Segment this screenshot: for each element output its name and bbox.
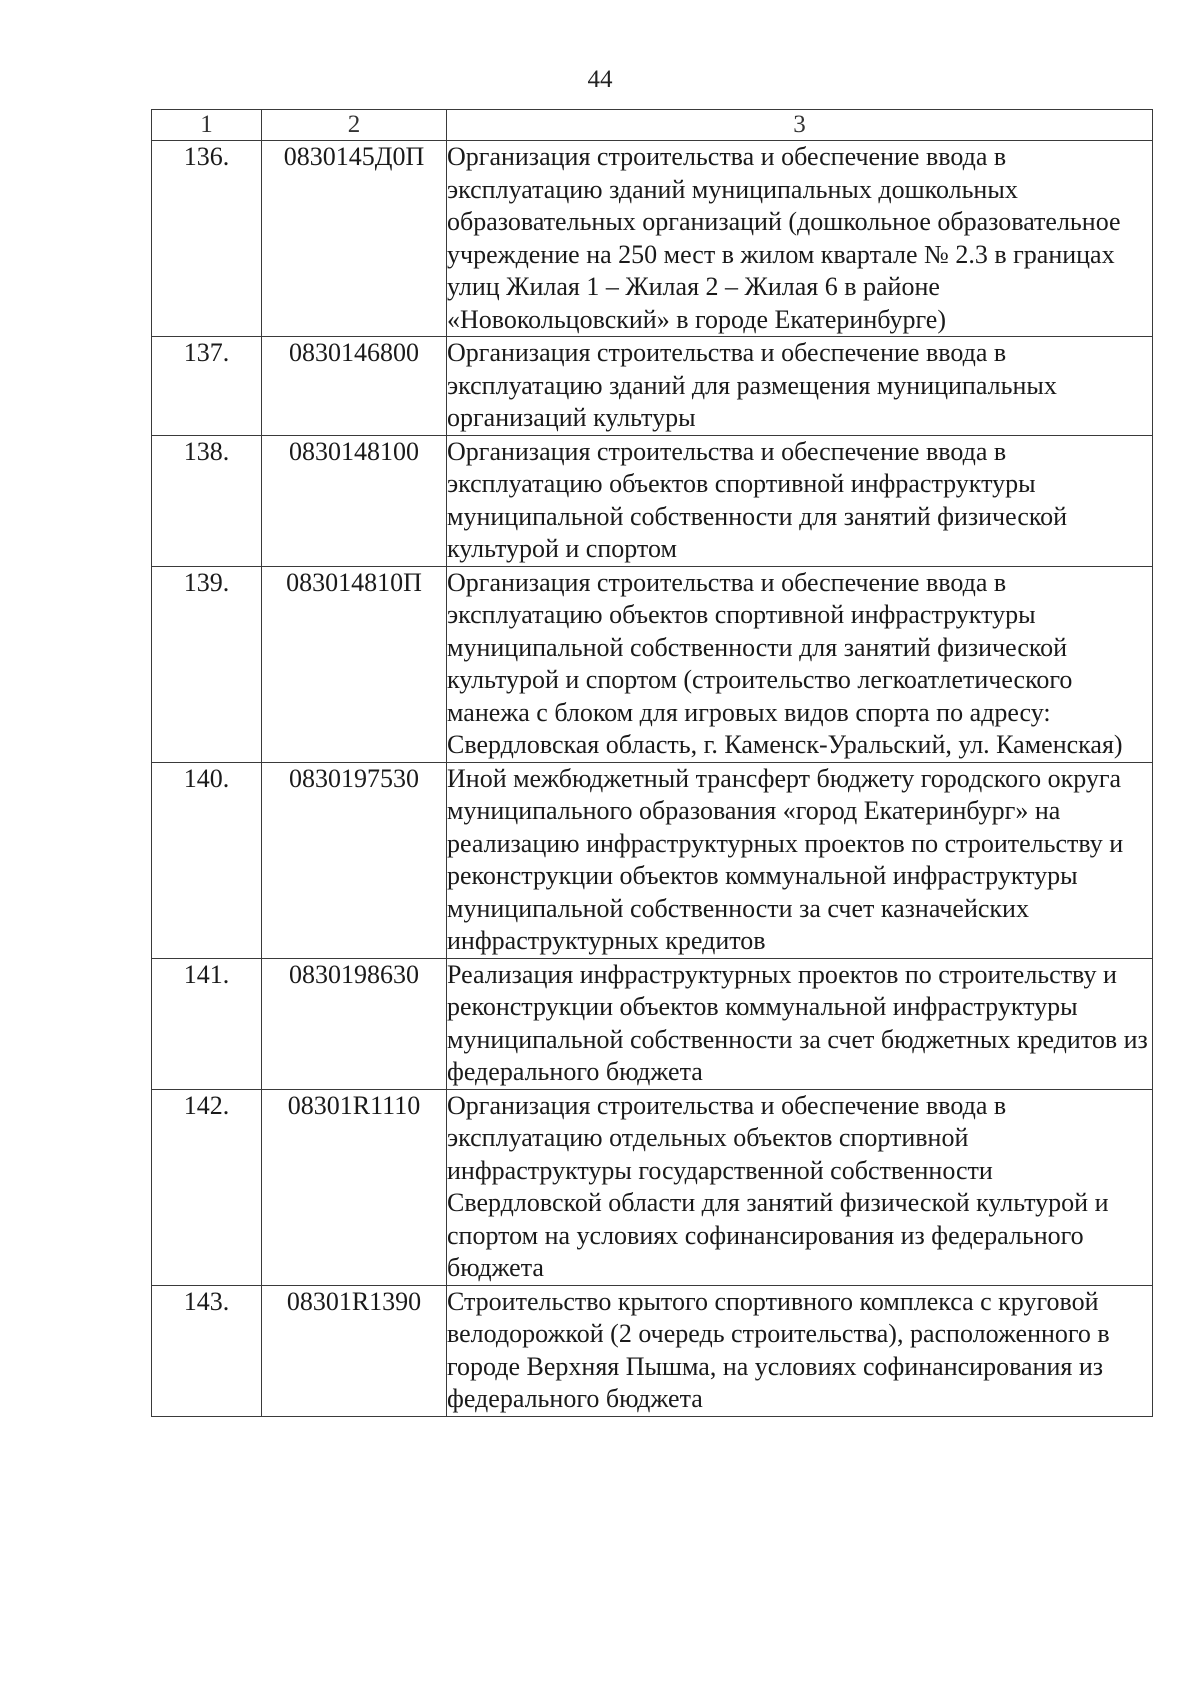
row-description: Иной межбюджетный трансферт бюджету городского округа муниципального образования «город Екатеринбург» на реализацию инфраструктурных проектов по строительству и реконструкции объектов коммунальной инфраструктуры муниципальной собственности за счет казначейских инфраструктурных кредитов [447, 762, 1153, 958]
row-code: 0830146800 [262, 337, 447, 436]
row-number: 136. [152, 141, 262, 337]
row-code: 083014810П [262, 566, 447, 762]
row-description: Организация строительства и обеспечение ввода в эксплуатацию отдельных объектов спортивной инфраструктуры государственной собственности Свердловской области для занятий физической культурой и спортом на условиях софинансирования из федерального бюджета [447, 1089, 1153, 1285]
row-description: Реализация инфраструктурных проектов по строительству и реконструкции объектов коммунальной инфраструктуры муниципальной собственности за счет бюджетных кредитов из федерального бюджета [447, 958, 1153, 1089]
table-row [152, 1089, 1153, 1285]
row-number: 141. [152, 958, 262, 1089]
row-code: 0830145Д0П [262, 141, 447, 337]
table-row [152, 566, 1153, 762]
row-code: 0830197530 [262, 762, 447, 958]
classification-table [151, 109, 1153, 1417]
column-header-description: 3 [447, 110, 1153, 141]
row-number: 137. [152, 337, 262, 436]
page-number: 44 [587, 66, 613, 93]
row-number: 142. [152, 1089, 262, 1285]
row-number: 139. [152, 566, 262, 762]
table-row [152, 958, 1153, 1089]
row-number: 143. [152, 1285, 262, 1416]
row-number: 140. [152, 762, 262, 958]
table-row [152, 762, 1153, 958]
row-description: Организация строительства и обеспечение ввода в эксплуатацию зданий для размещения муниципальных организаций культуры [447, 337, 1153, 436]
row-description: Организация строительства и обеспечение ввода в эксплуатацию объектов спортивной инфраструктуры муниципальной собственности для занятий физической культурой и спортом (строительство легкоатлетического манежа с блоком для игровых видов спорта по адресу: Свердловская область, г. Каменск-Уральский, ул. Каменская) [447, 566, 1153, 762]
row-description: Организация строительства и обеспечение ввода в эксплуатацию зданий муниципальных дошкольных образовательных организаций (дошкольное образовательное учреждение на 250 мест в жилом квартале № 2.3 в границах улиц Жилая 1 – Жилая 2 – Жилая 6 в районе «Новокольцовский» в городе Екатеринбурге) [447, 141, 1153, 337]
row-description: Строительство крытого спортивного комплекса с круговой велодорожкой (2 очередь строительства), расположенного в городе Верхняя Пышма, на условиях софинансирования из федерального бюджета [447, 1285, 1153, 1416]
row-number: 138. [152, 435, 262, 566]
table-row [152, 337, 1153, 436]
row-code: 0830148100 [262, 435, 447, 566]
row-code: 08301R1390 [262, 1285, 447, 1416]
table-header-row [152, 110, 1153, 141]
table-row [152, 141, 1153, 337]
row-description: Организация строительства и обеспечение ввода в эксплуатацию объектов спортивной инфраструктуры муниципальной собственности для занятий физической культурой и спортом [447, 435, 1153, 566]
table-row [152, 435, 1153, 566]
table-row [152, 1285, 1153, 1416]
row-code: 08301R1110 [262, 1089, 447, 1285]
row-code: 0830198630 [262, 958, 447, 1089]
column-header-code: 2 [262, 110, 447, 141]
column-header-number: 1 [152, 110, 262, 141]
